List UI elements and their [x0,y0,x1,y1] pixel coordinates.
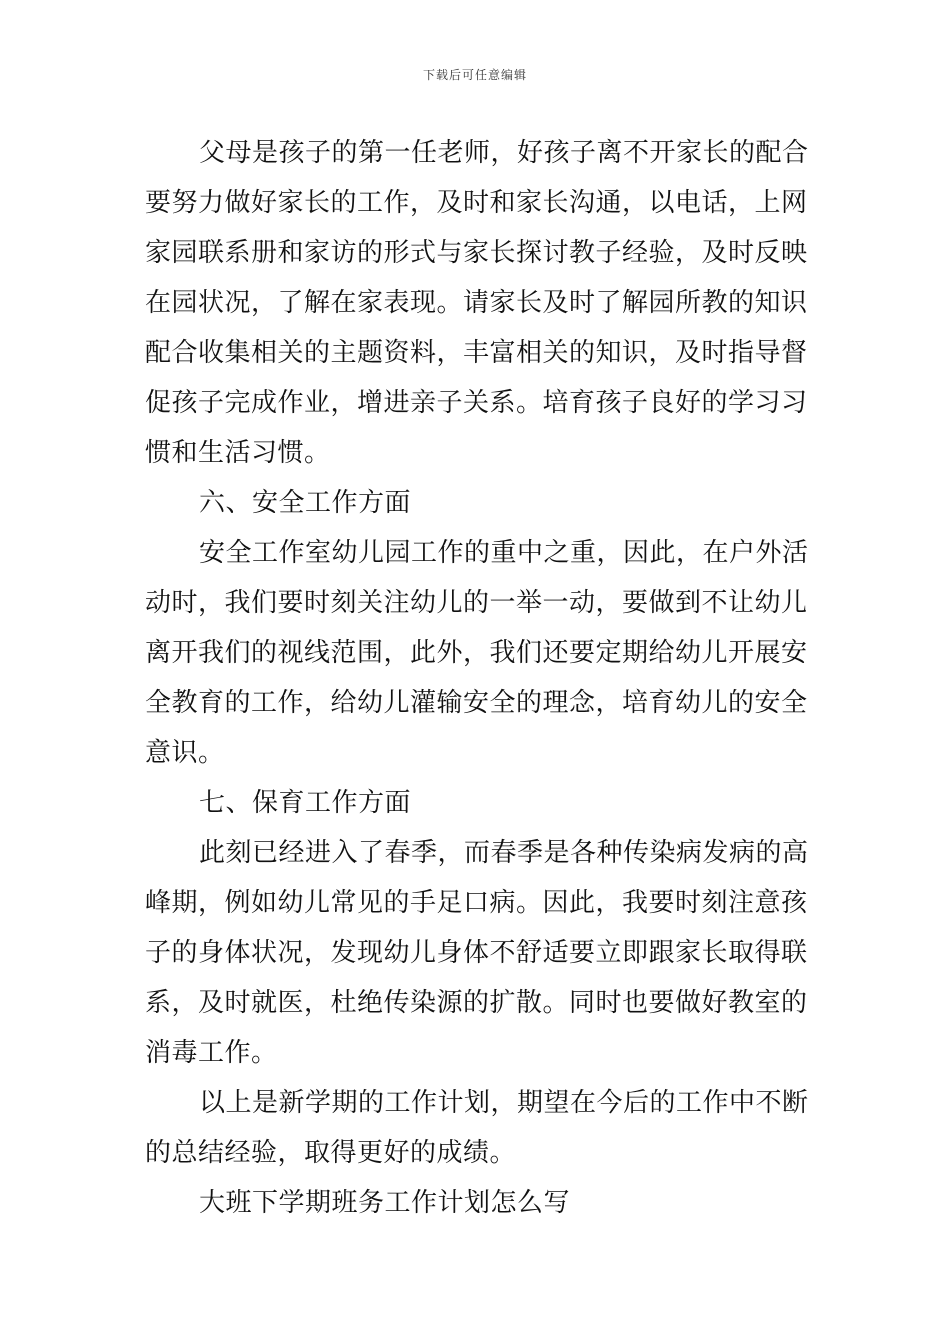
paragraph-line: 父母是孩子的第一任老师，好孩子离不开家长的配合 [199,138,809,168]
paragraph-line: 促孩子完成作业，增进亲子关系。培育孩子良好的学习习 [145,388,808,418]
paragraph-line: 要努力做好家长的工作，及时和家长沟通，以电话，上网 [145,188,808,218]
paragraph-line: 峰期，例如幼儿常见的手足口病。因此，我要时刻注意孩 [145,888,808,918]
paragraph-line: 全教育的工作，给幼儿灌输安全的理念，培育幼儿的安全 [145,688,808,718]
paragraph-line: 的总结经验，取得更好的成绩。 [145,1138,517,1168]
paragraph-line: 离开我们的视线范围，此外，我们还要定期给幼儿开展安 [145,638,808,668]
section-heading: 七、保育工作方面 [199,788,412,818]
document-body [145,128,809,1228]
section-heading: 六、安全工作方面 [199,488,412,518]
paragraph-line: 系，及时就医，杜绝传染源的扩散。同时也要做好教室的 [145,988,808,1018]
paragraph-line: 惯和生活习惯。 [145,438,331,468]
paragraph-line: 意识。 [145,738,225,768]
paragraph-line: 动时，我们要时刻关注幼儿的一举一动，要做到不让幼儿 [145,588,808,618]
paragraph-line: 子的身体状况，发现幼儿身体不舒适要立即跟家长取得联 [145,938,808,968]
paragraph-line: 配合收集相关的主题资料，丰富相关的知识，及时指导督 [145,338,808,368]
paragraph-line: 安全工作室幼儿园工作的重中之重，因此，在户外活 [199,538,809,568]
paragraph-line: 消毒工作。 [145,1038,278,1068]
header-note: 下载后可任意编辑 [422,68,527,82]
paragraph-line: 此刻已经进入了春季，而春季是各种传染病发病的高 [199,838,809,868]
paragraph-line: 在园状况，了解在家表现。请家长及时了解园所教的知识 [145,288,808,318]
paragraph-line: 家园联系册和家访的形式与家长探讨教子经验，及时反映 [145,238,808,268]
paragraph-line: 以上是新学期的工作计划，期望在今后的工作中不断 [199,1088,809,1118]
document-subtitle: 大班下学期班务工作计划怎么写 [199,1188,571,1218]
